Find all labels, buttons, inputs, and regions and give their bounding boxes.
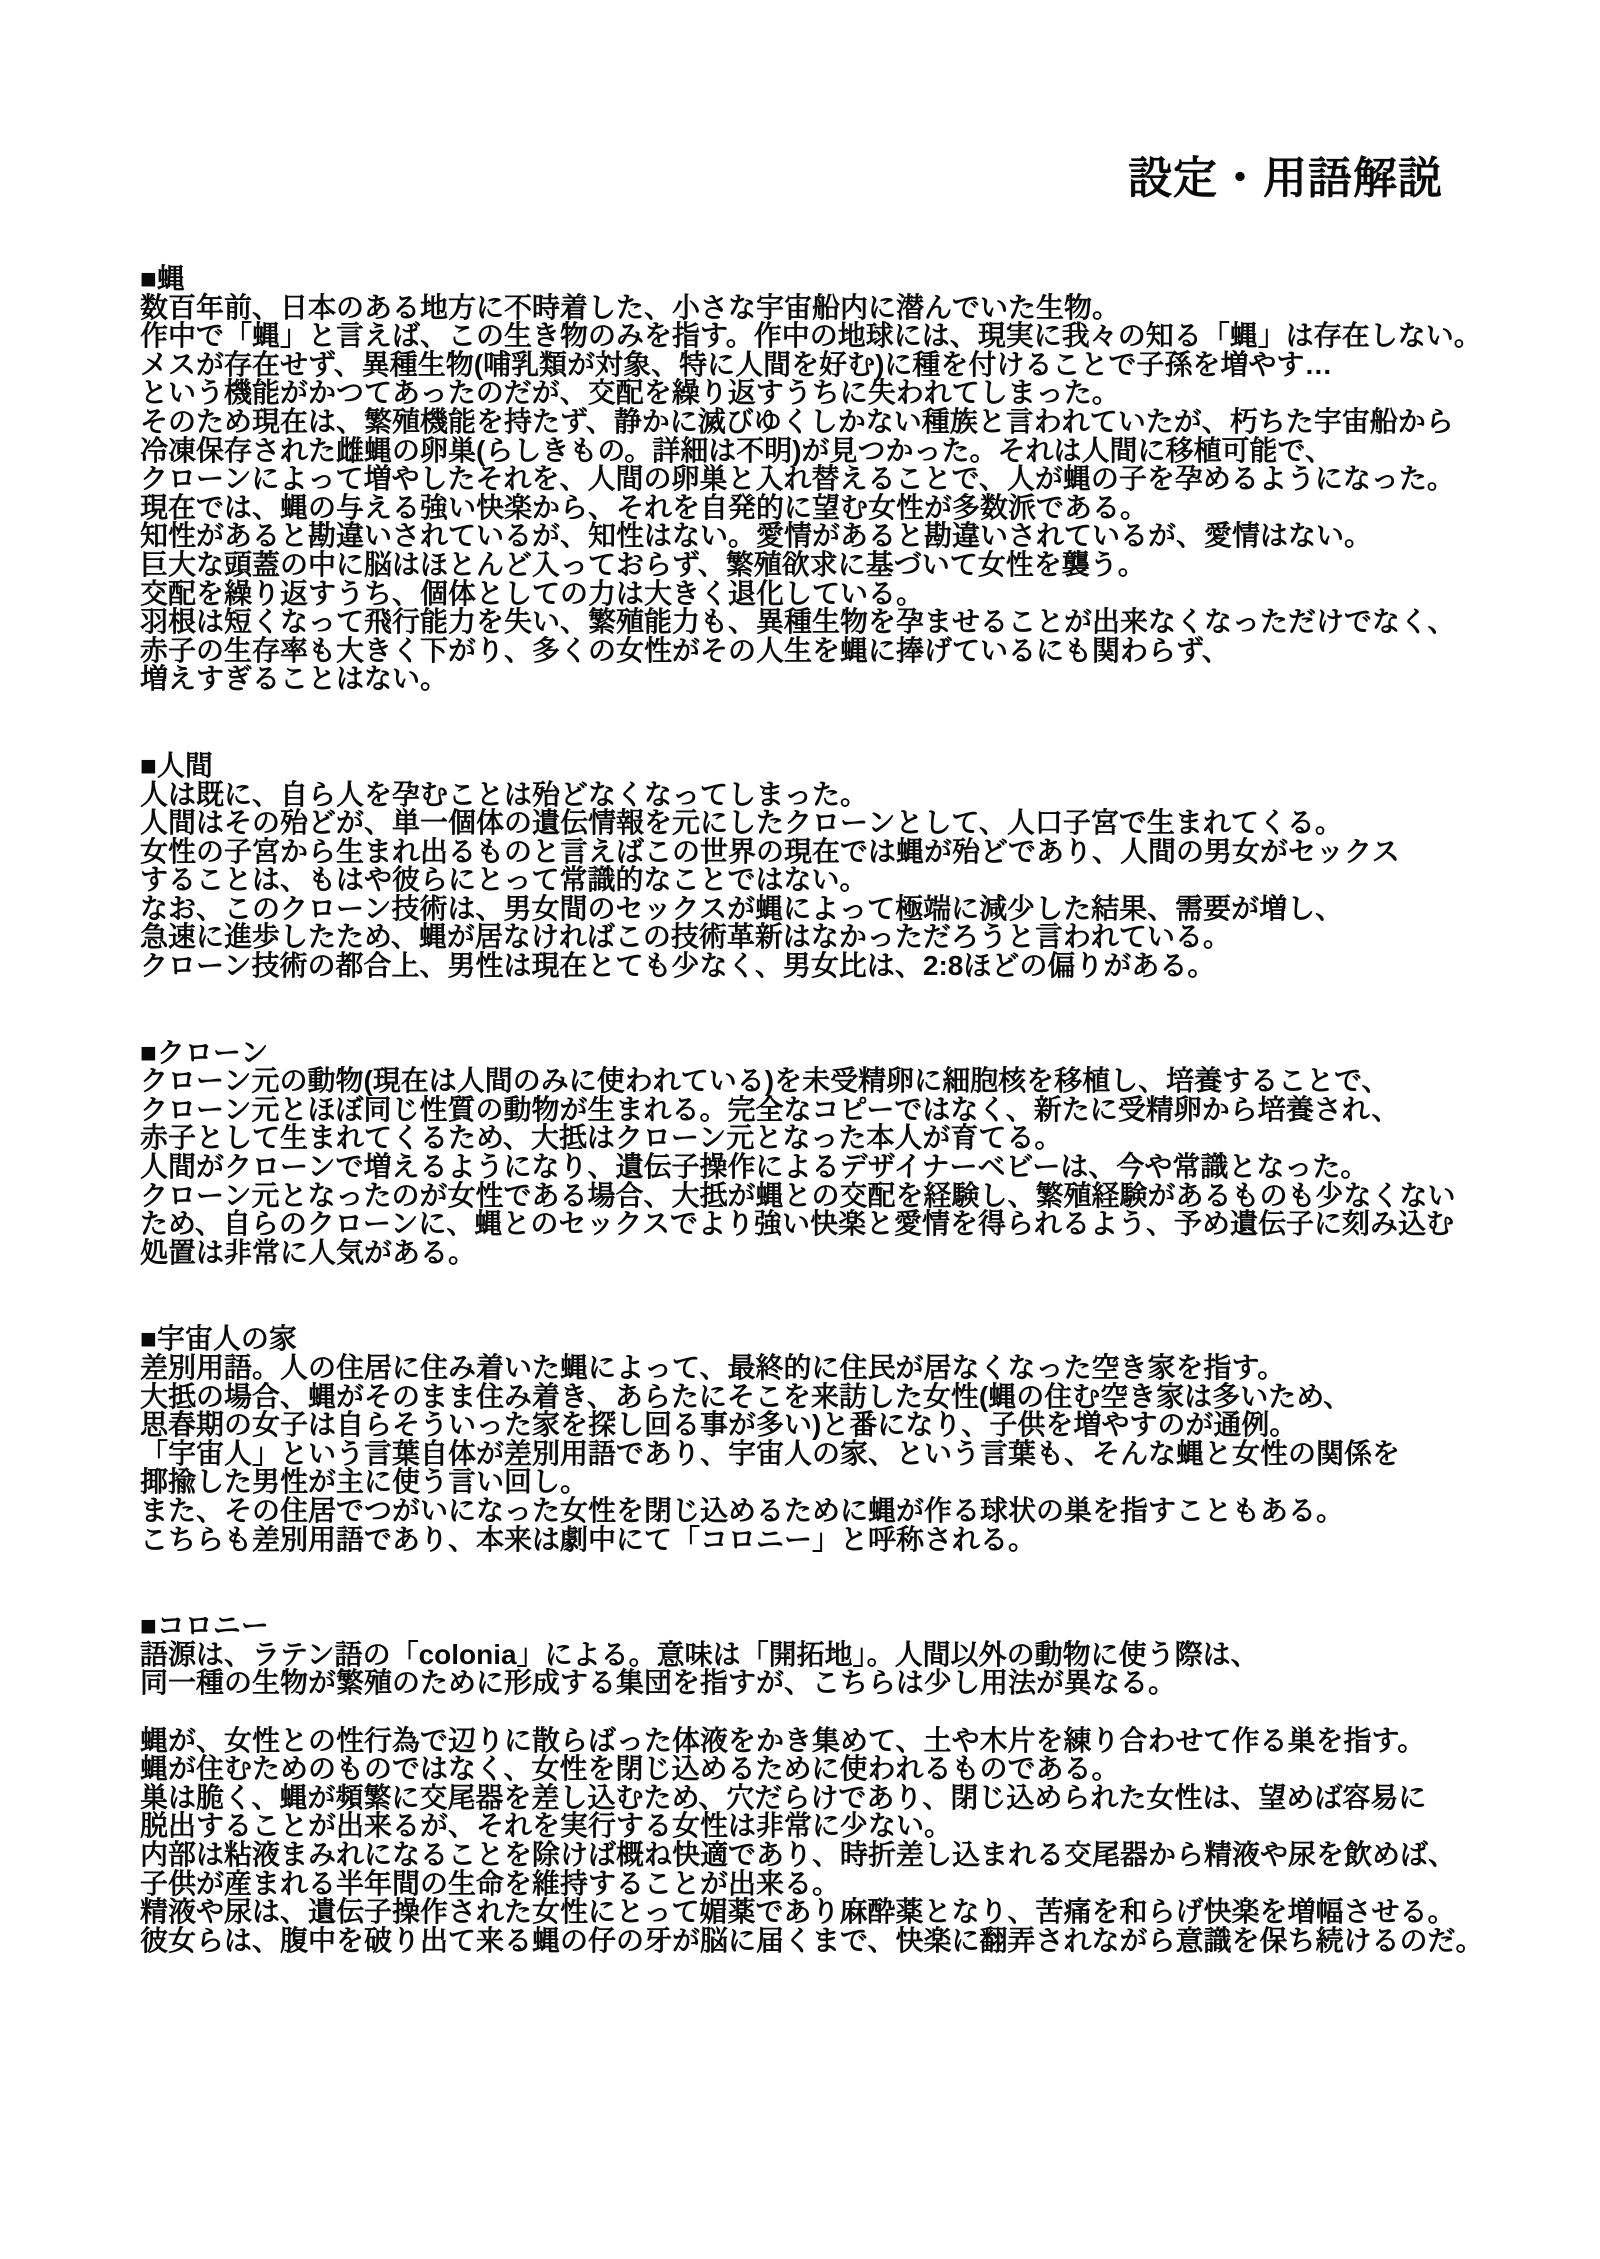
text-line: 赤子の生存率も大きく下がり、多くの女性がその人生を蝿に捧げているにも関わらず、 xyxy=(140,634,1230,666)
text-line: という機能がかつてあったのだが、交配を繰り返すうちに失われてしまった。 xyxy=(140,377,1120,409)
text-line: クローン技術の都合上、男性は現在とても少なく、男女比は、2:8ほどの偏りがある。 xyxy=(140,950,1216,982)
text-line: ため、自らのクローンに、蝿とのセックスでより強い快楽と愛情を得られるよう、予め遺伝子に刻み込む xyxy=(140,1208,1455,1240)
text-line: 巣は脆く、蝿が頻繁に交尾器を差し込むため、穴だらけであり、閉じ込められた女性は、望めば容易に xyxy=(140,1781,1427,1813)
section-heading: ■コロニー xyxy=(140,1610,269,1642)
glossary-section xyxy=(140,749,1600,982)
text-line: クローン元の動物(現在は人間のみに使われている)を未受精卵に細胞核を移植し、培養することで、 xyxy=(140,1065,1390,1097)
text-line: クローン元となったのが女性である場合、大抵が蝿との交配を経験し、繁殖経験があるものも少なくない xyxy=(140,1179,1456,1211)
text-line: 急速に進歩したため、蝿が居なければこの技術革新はなかっただろうと言われている。 xyxy=(140,921,1231,953)
text-line: 内部は粘液まみれになることを除けば概ね快適であり、時折差し込まれる交尾器から精液や尿を飲めば、 xyxy=(140,1838,1457,1870)
text-line: クローンによって増やしたそれを、人間の卵巣と入れ替えることで、人が蝿の子を孕めるようになった。 xyxy=(140,463,1455,495)
text-line: 作中で「蝿」と言えば、この生き物のみを指す。作中の地球には、現実に我々の知る「蝿」は存在しない。 xyxy=(140,320,1482,352)
page-title: 設定・用語解説 xyxy=(1128,154,1443,203)
text-line: 処置は非常に人気がある。 xyxy=(140,1236,477,1268)
text-line: 揶揄した男性が主に使う言い回し。 xyxy=(140,1466,589,1498)
text-line: 差別用語。人の住居に住み着いた蝿によって、最終的に住民が居なくなった空き家を指す。 xyxy=(140,1352,1286,1383)
text-line: 冷凍保存された雌蝿の卵巣(らしきもの。詳細は不明)が見つかった。それは人間に移植可能で、 xyxy=(140,434,1333,466)
text-line: 赤子として生まれてくるため、大抵はクローン元となった本人が育てる。 xyxy=(140,1122,1063,1154)
text-line: 増えすぎることはない。 xyxy=(140,663,449,695)
blank-line xyxy=(140,1698,1600,1727)
text-line: 「宇宙人」という言葉自体が差別用語であり、宇宙人の家、という言葉も、そんな蝿と女性の関係を xyxy=(140,1437,1401,1469)
text-line: メスが存在せず、異種生物(哺乳類が対象、特に人間を好む)に種を付けることで子孫を増やす… xyxy=(140,348,1333,380)
text-line: 大抵の場合、蝿がそのまま住み着き、あらたにそこを来訪した女性(蝿の住む空き家は多いため、 xyxy=(140,1380,1352,1412)
text-line: 蝿が住むためのものではなく、女性を閉じ込めるために使われるものである。 xyxy=(140,1753,1120,1785)
glossary-content xyxy=(140,265,1600,1955)
text-line: 蝿が、女性との性行為で辺りに散らばった体液をかき集めて、土や木片を練り合わせて作る巣を指す。 xyxy=(140,1724,1426,1756)
text-line: クローン元とほぼ同じ性質の動物が生まれる。完全なコピーではなく、新たに受精卵から培養され、 xyxy=(140,1093,1400,1125)
text-line: 彼女らは、腹中を破り出て来る蝿の仔の牙が脳に届くまで、快楽に翻弄されながら意識を保ち続けるのだ。 xyxy=(140,1924,1484,1956)
text-line: 巨大な頭蓋の中に脳はほとんど入っておらず、繁殖欲求に基づいて女性を襲う。 xyxy=(140,548,1146,580)
text-line: 数百年前、日本のある地方に不時着した、小さな宇宙船内に潜んでいた生物。 xyxy=(140,291,1121,323)
glossary-section xyxy=(140,1036,1600,1268)
text-line: 羽根は短くなって飛行能力を失い、繁殖能力も、異種生物を孕ませることが出来なくなっただけでなく、 xyxy=(140,606,1456,638)
text-line: 女性の子宮から生まれ出るものと言えばこの世界の現在では蝿が殆どであり、人間の男女がセックス xyxy=(140,835,1400,867)
text-line: また、その住居でつがいになった女性を閉じ込めるために蝿が作る球状の巣を指すこともある。 xyxy=(140,1494,1345,1526)
section-heading: ■蝿 xyxy=(140,263,185,294)
glossary-section xyxy=(140,1325,1600,1554)
section-heading: ■クローン xyxy=(140,1036,269,1068)
text-line: 思春期の女子は自らそういった家を探し回る事が多い)と番になり、子供を増やすのが通例。 xyxy=(140,1409,1298,1441)
text-line: 人間がクローンで増えるようになり、遺伝子操作によるデザイナーベビーは、今や常識となった。 xyxy=(140,1151,1369,1183)
text-line: することは、もはや彼らにとって常識的なことではない。 xyxy=(140,864,868,896)
text-line: 人間はその殆どが、単一個体の遺伝情報を元にしたクローンとして、人口子宮で生まれてくる。 xyxy=(140,807,1343,839)
text-line: 子供が産まれる半年間の生命を維持することが出来る。 xyxy=(140,1867,841,1899)
text-line: 人は既に、自ら人を孕むことは殆どなくなってしまった。 xyxy=(140,778,869,810)
text-line: 現在では、蝿の与える強い快楽から、それを自発的に望む女性が多数派である。 xyxy=(140,491,1149,523)
text-line: そのため現在は、繁殖機能を持たず、静かに滅びゆくしかない種族と言われていたが、朽ちた宇宙船から xyxy=(140,405,1454,437)
glossary-section xyxy=(140,1612,1600,1955)
text-line: 知性があると勘違いされているが、知性はない。愛情があると勘違いされているが、愛情はない。 xyxy=(140,520,1373,552)
text-line: 語源は、ラテン語の「colonia」による。意味は「開拓地」。人間以外の動物に使う際は、 xyxy=(140,1638,1259,1670)
glossary-section xyxy=(140,265,1600,694)
text-line: 脱出することが出来るが、それを実行する女性は非常に少ない。 xyxy=(140,1810,953,1842)
text-line: 同一種の生物が繁殖のために形成する集団を指すが、こちらは少し用法が異なる。 xyxy=(140,1667,1177,1699)
text-line: 交配を繰り返すうち、個体としての力は大きく退化している。 xyxy=(140,577,925,609)
section-heading: ■宇宙人の家 xyxy=(140,1323,297,1355)
text-line: 精液や尿は、遺伝子操作された女性にとって媚薬であり麻酔薬となり、苦痛を和らげ快楽を増幅させる。 xyxy=(140,1896,1456,1928)
text-line: なお、このクローン技術は、男女間のセックスが蝿によって極端に減少した結果、需要が増し、 xyxy=(140,892,1344,924)
section-heading: ■人間 xyxy=(140,749,213,781)
text-line: こちらも差別用語であり、本来は劇中にて「コロニー」と呼称される。 xyxy=(140,1523,1037,1555)
